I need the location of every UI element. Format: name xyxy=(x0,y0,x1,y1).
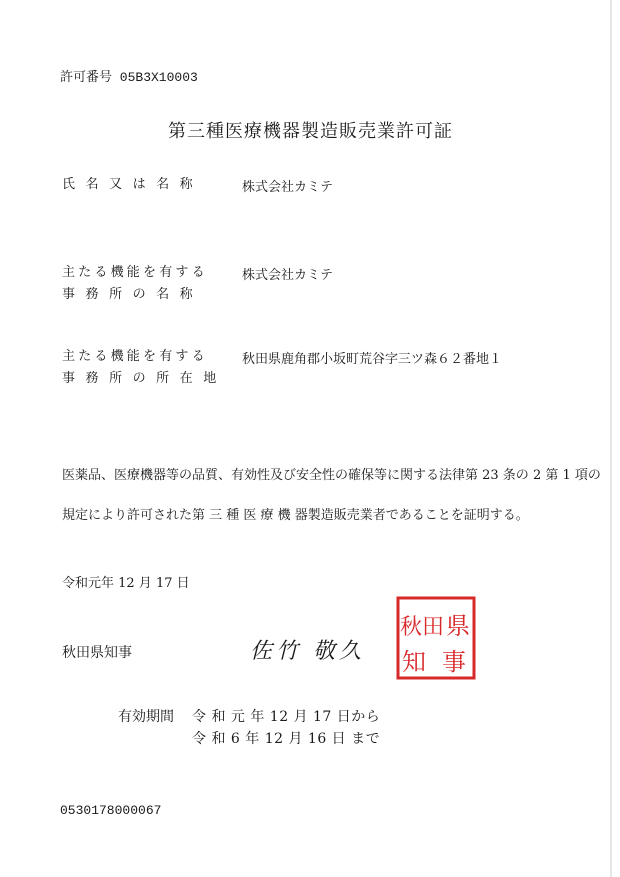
signature-text: 佐竹 敬久 xyxy=(250,639,365,664)
validity-from: 令 和 元 年 12 月 17 日から xyxy=(192,709,381,725)
field-value-name: 株式会社カミテ xyxy=(242,180,334,195)
seal-char: 事 xyxy=(442,648,466,676)
field-label-office-name xyxy=(62,262,208,306)
validity-label: 有効期間 xyxy=(118,709,174,725)
official-seal-stamp xyxy=(396,596,476,680)
issuer: 秋田県知事 xyxy=(62,645,132,661)
field-value-office-address: 秋田県鹿角郡小坂町荒谷字三ツ森６２番地１ xyxy=(242,352,503,367)
field-label-name xyxy=(62,174,196,196)
scan-edge xyxy=(610,0,612,877)
seal-char: 秋田 xyxy=(400,615,445,640)
document-code: 0530178000067 xyxy=(60,803,162,818)
body-text-line-1: 医薬品、医療機器等の品質、有効性及び安全性の確保等に関する法律第 23 条の 2 第 1 項の xyxy=(62,468,601,483)
label-line: 氏 名 又 は 名 称 xyxy=(62,177,196,192)
label-line: 事 務 所 の 名 称 xyxy=(62,287,196,302)
field-value-office-name: 株式会社カミテ xyxy=(242,268,334,283)
field-label-office-address xyxy=(62,346,219,390)
label-line: 主たる機能を有する xyxy=(62,265,208,280)
seal-char: 県 xyxy=(446,612,470,640)
validity-to: 令 和 6 年 12 月 16 日 まで xyxy=(192,731,381,747)
permit-number: 許可番号 05B3X10003 xyxy=(60,70,198,85)
label-line: 事 務 所 の 所 在 地 xyxy=(62,371,220,386)
certificate-title: 第三種医療機器製造販売業許可証 xyxy=(168,121,453,142)
body-text-line-2: 規定により許可された第 三 種 医 療 機 器製造販売業者であることを証明する。 xyxy=(62,508,529,523)
issue-date: 令和元年 12 月 17 日 xyxy=(62,576,190,591)
label-line: 主たる機能を有する xyxy=(62,349,208,364)
seal-char: 知 xyxy=(402,648,426,676)
